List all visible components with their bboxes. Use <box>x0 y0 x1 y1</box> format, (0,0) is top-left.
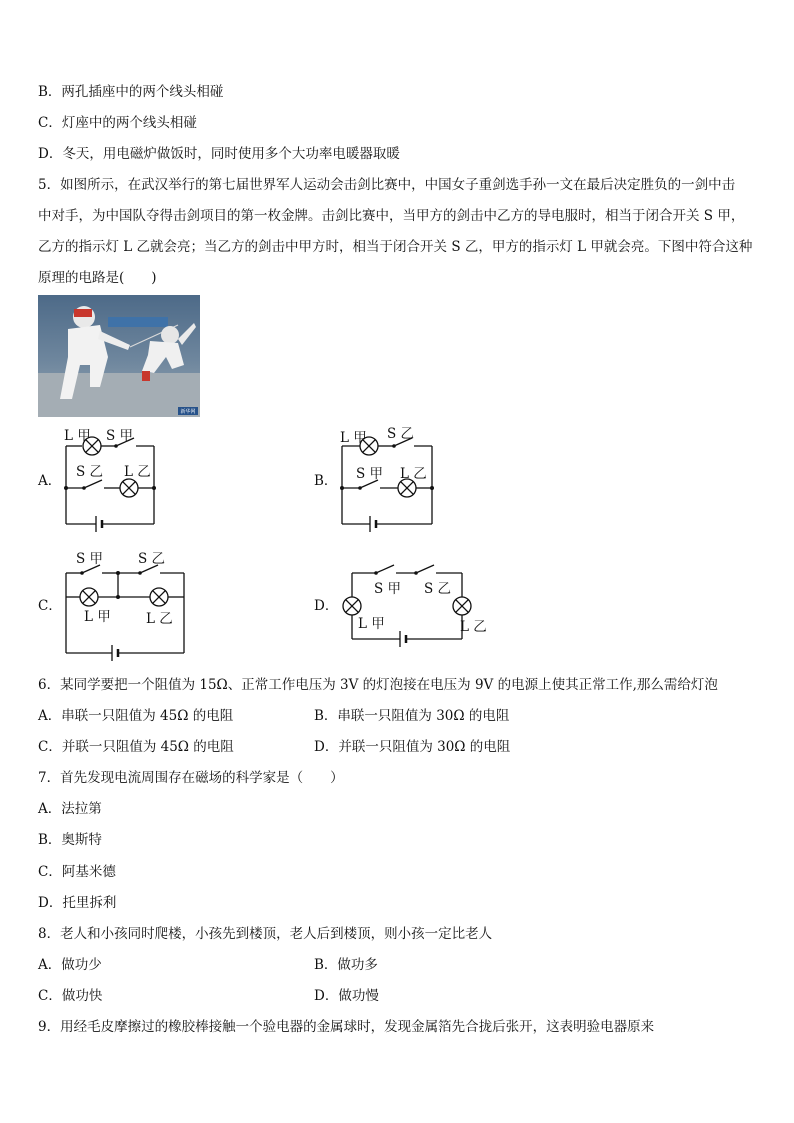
q6-stem: 6．某同学要把一个阻值为 15Ω、正常工作电压为 3V 的灯泡接在电压为 9V 的电源上使其正常工作,那么需给灯泡 <box>38 677 718 693</box>
q5-stem-line4: 原理的电路是( ) <box>38 270 157 286</box>
circuit-c-l-jia-label: L 甲 <box>84 609 111 625</box>
circuit-b-l-jia-label: L 甲 <box>340 430 367 446</box>
q7-option-a: A．法拉第 <box>38 801 102 817</box>
q7-option-c: C．阿基米德 <box>38 864 116 880</box>
q6-option-c: C．并联一只阻值为 45Ω 的电阻 <box>38 739 234 755</box>
q8-option-d: D．做功慢 <box>314 988 379 1004</box>
q8-option-b: B．做功多 <box>314 957 378 973</box>
circuit-c-s-jia-label: S 甲 <box>76 551 104 567</box>
circuit-option-b-label: B． <box>314 473 338 489</box>
circuit-d-l-jia-label: L 甲 <box>358 616 385 632</box>
circuit-a-s-jia-label: S 甲 <box>106 428 134 444</box>
q8-stem: 8．老人和小孩同时爬楼，小孩先到楼顶，老人后到楼顶，则小孩一定比老人 <box>38 926 493 942</box>
q7-stem: 7．首先发现电流周围存在磁场的科学家是（ ） <box>38 770 344 786</box>
circuit-b-s-yi-label: S 乙 <box>387 426 415 442</box>
q9-stem: 9．用经毛皮摩擦过的橡胶棒接触一个验电器的金属球时，发现金属箔先合拢后张开，这表明验电器原来 <box>38 1019 655 1035</box>
q8-option-a: A．做功少 <box>38 957 102 973</box>
circuit-option-d-label: D． <box>314 598 339 614</box>
q7-option-d: D．托里拆利 <box>38 895 117 911</box>
circuit-a-s-yi-label: S 乙 <box>76 464 104 480</box>
q7-option-b: B．奥斯特 <box>38 832 102 848</box>
q5-stem-line3: 乙方的指示灯 L 乙就会亮；当乙方的剑击中甲方时，相当于闭合开关 S 乙，甲方的指示灯 L 甲就会亮。下图中符合这种 <box>38 239 753 255</box>
circuit-option-a-label: A． <box>38 473 62 489</box>
fencing-photo <box>38 295 200 417</box>
circuit-c-l-yi-label: L 乙 <box>146 611 173 627</box>
circuit-d-s-yi-label: S 乙 <box>424 581 452 597</box>
circuit-b-l-yi-label: L 乙 <box>400 466 427 482</box>
q4-option-d: D．冬天，用电磁炉做饭时，同时使用多个大功率电暖器取暖 <box>38 146 400 162</box>
circuit-a-l-yi-label: L 乙 <box>124 464 151 480</box>
circuit-a-l-jia-label: L 甲 <box>64 428 91 444</box>
circuit-d-s-jia-label: S 甲 <box>374 581 402 597</box>
q4-option-b: B．两孔插座中的两个线头相碰 <box>38 84 224 100</box>
q6-option-a: A．串联一只阻值为 45Ω 的电阻 <box>38 708 234 724</box>
circuit-d-diagram <box>336 555 476 665</box>
q6-option-d: D．并联一只阻值为 30Ω 的电阻 <box>314 739 511 755</box>
circuit-b-s-jia-label: S 甲 <box>356 466 384 482</box>
circuit-d-l-yi-label: L 乙 <box>460 619 487 635</box>
circuit-option-c-label: C． <box>38 598 62 614</box>
q4-option-c: C．灯座中的两个线头相碰 <box>38 115 197 131</box>
circuit-c-s-yi-label: S 乙 <box>138 551 166 567</box>
q6-option-b: B．串联一只阻值为 30Ω 的电阻 <box>314 708 510 724</box>
photo-watermark: 新华网 <box>180 409 196 415</box>
q5-stem-line2: 中对手，为中国队夺得击剑项目的第一枚金牌。击剑比赛中，当甲方的剑击中乙方的导电服时，相当于闭合开关 S 甲， <box>38 208 745 224</box>
q5-stem-line1: 5．如图所示，在武汉举行的第七届世界军人运动会击剑比赛中，中国女子重剑选手孙一文在最后决定胜负的一剑中击 <box>38 177 736 193</box>
q8-option-c: C．做功快 <box>38 988 103 1004</box>
